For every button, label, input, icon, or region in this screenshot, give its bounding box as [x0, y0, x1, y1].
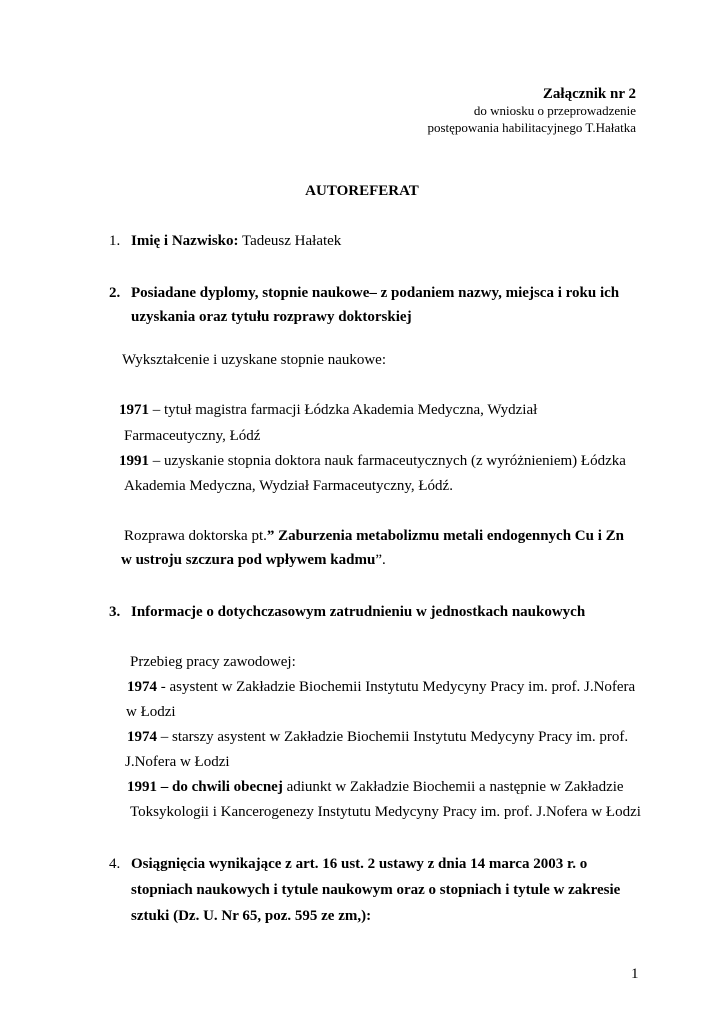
- employment-entry-2-cont: J.Nofera w Łodzi: [125, 754, 230, 770]
- section-2-number: 2.: [109, 285, 121, 301]
- education-entry-1-text: – tytuł magistra farmacji Łódzka Akademia Medyczna, Wydział: [149, 402, 538, 418]
- employment-entry-2-text: – starszy asystent w Zakładzie Biochemii Instytutu Medycyny Pracy im. prof.: [157, 729, 629, 745]
- name-value: Tadeusz Hałatek: [241, 233, 342, 249]
- employment-entry-1: [127, 679, 635, 696]
- section-2-heading-line-2: uzyskania oraz tytułu rozprawy doktorskiej: [131, 309, 412, 325]
- section-4-heading-line-1: Osiągnięcia wynikające z art. 16 ust. 2 ustawy z dnia 14 marca 2003 r. o: [131, 856, 588, 872]
- education-entry-1-year: 1971: [119, 402, 149, 418]
- employment-entry-1-cont: w Łodzi: [126, 704, 176, 720]
- employment-entry-3: [127, 779, 624, 796]
- annex-line-2: postępowania habilitacyjnego T.Hałatka: [427, 120, 636, 135]
- education-entry-2-text: – uzyskanie stopnia doktora nauk farmaceutycznych (z wyróżnieniem) Łódzka: [149, 453, 626, 469]
- employment-entry-1-text: - asystent w Zakładzie Biochemii Instytutu Medycyny Pracy im. prof. J.Nofera: [157, 679, 636, 695]
- section-4-heading-line-2: stopniach naukowych i tytule naukowym oraz o stopniach i tytule w zakresie: [131, 882, 621, 898]
- section-4-heading-line-3: sztuki (Dz. U. Nr 65, poz. 595 ze zm,):: [131, 908, 372, 924]
- employment-entry-2: [127, 729, 628, 746]
- section-3-heading: Informacje o dotychczasowym zatrudnieniu w jednostkach naukowych: [131, 604, 586, 620]
- annex-line-1: do wniosku o przeprowadzenie: [473, 103, 636, 118]
- thesis-title-part-2: w ustroju szczura pod wpływem kadmu: [121, 552, 376, 568]
- page-number: 1: [631, 966, 639, 982]
- annex-title: Załącznik nr 2: [542, 86, 636, 102]
- section-1-line: [131, 233, 341, 250]
- thesis-line-2: [121, 552, 386, 569]
- education-entry-1: [119, 402, 537, 419]
- name-label: Imię i Nazwisko:: [131, 233, 239, 249]
- education-entry-2-cont: Akademia Medyczna, Wydział Farmaceutyczny, Łódź.: [124, 478, 453, 494]
- section-2-heading-line-1: Posiadane dyplomy, stopnie naukowe– z podaniem nazwy, miejsca i roku ich: [131, 285, 620, 301]
- education-entry-2: [119, 453, 626, 470]
- employment-entry-1-year: 1974: [127, 679, 157, 695]
- section-4-number: 4.: [109, 856, 121, 872]
- education-entry-1-cont: Farmaceutyczny, Łódź: [124, 428, 261, 444]
- thesis-end: ”.: [375, 552, 386, 568]
- employment-entry-3-year: 1991 – do chwili obecnej: [127, 779, 283, 795]
- employment-entry-3-text: adiunkt w Zakładzie Biochemii a następnie w Zakładzie: [282, 779, 624, 795]
- thesis-line-1: [124, 528, 624, 545]
- education-intro: Wykształcenie i uzyskane stopnie naukowe:: [122, 352, 387, 368]
- section-1-number: 1.: [109, 233, 121, 249]
- document-title: AUTOREFERAT: [305, 183, 419, 199]
- education-entry-2-year: 1991: [119, 453, 149, 469]
- employment-intro: Przebieg pracy zawodowej:: [130, 654, 296, 670]
- employment-entry-2-year: 1974: [127, 729, 157, 745]
- thesis-prefix: Rozprawa doktorska pt.: [124, 528, 267, 544]
- thesis-title-part-1: ” Zaburzenia metabolizmu metali endogennych Cu i Zn: [266, 528, 624, 544]
- section-3-number: 3.: [109, 604, 121, 620]
- employment-entry-3-cont: Toksykologii i Kancerogenezy Instytutu Medycyny Pracy im. prof. J.Nofera w Łodzi: [130, 804, 641, 820]
